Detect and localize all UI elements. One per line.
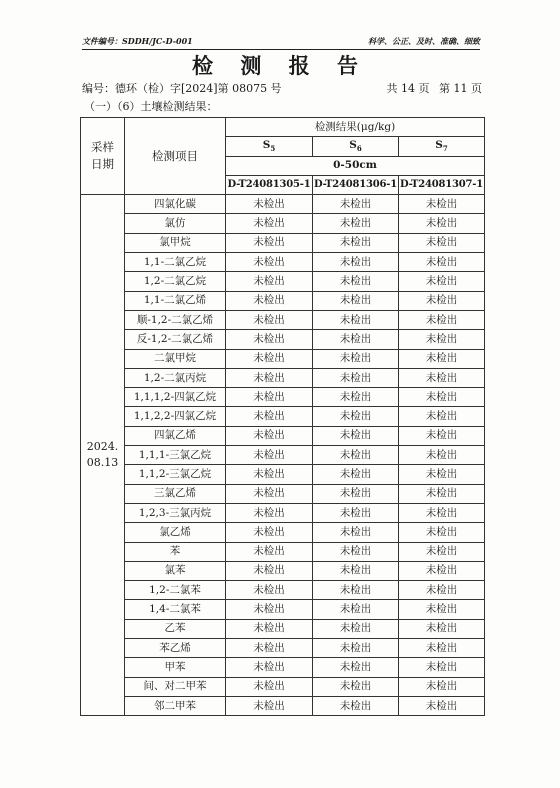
result-value: 未检出 (313, 677, 399, 696)
test-item: 1,1,1,2-四氯乙烷 (125, 388, 226, 407)
report-meta (82, 80, 482, 96)
table-row (81, 677, 485, 696)
result-value: 未检出 (226, 330, 313, 349)
test-item: 甲苯 (125, 658, 226, 677)
result-value: 未检出 (313, 658, 399, 677)
table-row (81, 272, 485, 291)
table-row (81, 484, 485, 503)
test-item: 1,1-二氯乙烯 (125, 291, 226, 310)
page-current: 第 11 页 (439, 82, 482, 95)
test-item: 1,1,2,2-四氯乙烷 (125, 407, 226, 426)
test-item: 1,4-二氯苯 (125, 600, 226, 619)
result-value: 未检出 (399, 272, 485, 291)
site-header-2: $S_6$ (313, 137, 399, 156)
result-value: 未检出 (399, 561, 485, 580)
table-row (81, 446, 485, 465)
test-item: 1,1,2-三氯乙烷 (125, 465, 226, 484)
test-item: 四氯化碳 (125, 195, 226, 214)
test-item: 氯仿 (125, 214, 226, 233)
result-value: 未检出 (399, 639, 485, 658)
table-row (81, 291, 485, 310)
result-value: 未检出 (313, 465, 399, 484)
result-value: 未检出 (313, 600, 399, 619)
table-row (81, 542, 485, 561)
test-item: 1,2,3-三氯丙烷 (125, 503, 226, 522)
depth-cell: 0-50cm (226, 156, 485, 175)
result-value: 未检出 (313, 253, 399, 272)
result-value: 未检出 (226, 619, 313, 638)
result-value: 未检出 (313, 542, 399, 561)
result-value: 未检出 (313, 503, 399, 522)
result-value: 未检出 (399, 388, 485, 407)
result-value: 未检出 (399, 291, 485, 310)
result-value: 未检出 (399, 542, 485, 561)
result-value: 未检出 (226, 426, 313, 445)
result-value: 未检出 (313, 310, 399, 329)
result-value: 未检出 (399, 677, 485, 696)
result-value: 未检出 (226, 484, 313, 503)
table-row (81, 407, 485, 426)
result-value: 未检出 (399, 253, 485, 272)
test-item: 三氯乙烯 (125, 484, 226, 503)
result-value: 未检出 (399, 523, 485, 542)
test-item: 1,1-二氯乙烷 (125, 253, 226, 272)
result-value: 未检出 (399, 310, 485, 329)
test-item: 氯甲烷 (125, 233, 226, 252)
result-value: 未检出 (399, 349, 485, 368)
result-value: 未检出 (399, 426, 485, 445)
test-item: 1,2-二氯苯 (125, 581, 226, 600)
result-value: 未检出 (313, 426, 399, 445)
site-header-3: $S_7$ (399, 137, 485, 156)
site-header-1: $S_5$ (226, 137, 313, 156)
result-value: 未检出 (226, 542, 313, 561)
result-value: 未检出 (399, 368, 485, 387)
result-value: 未检出 (313, 291, 399, 310)
result-value: 未检出 (399, 696, 485, 715)
result-value: 未检出 (226, 503, 313, 522)
result-value: 未检出 (226, 214, 313, 233)
result-value: 未检出 (226, 349, 313, 368)
test-item: 1,2-二氯丙烷 (125, 368, 226, 387)
table-row (81, 619, 485, 638)
header-test-item: 检测项目 (125, 118, 226, 195)
result-value: 未检出 (399, 407, 485, 426)
report-number: 编号：德环（检）字[2024]第 08075 号 (82, 82, 282, 95)
motto: 科学、公正、及时、准确、细致 (368, 36, 480, 46)
result-value: 未检出 (313, 696, 399, 715)
result-value: 未检出 (226, 310, 313, 329)
test-item: 乙苯 (125, 619, 226, 638)
result-value: 未检出 (399, 600, 485, 619)
results-body (81, 195, 485, 716)
result-value: 未检出 (313, 233, 399, 252)
result-value: 未检出 (399, 446, 485, 465)
test-item: 二氯甲烷 (125, 349, 226, 368)
table-row (81, 581, 485, 600)
result-value: 未检出 (226, 388, 313, 407)
result-value: 未检出 (226, 407, 313, 426)
table-row (81, 253, 485, 272)
result-value: 未检出 (313, 349, 399, 368)
sample-id-1: D-T24081305-1 (226, 175, 313, 194)
header-results-unit: 检测结果(μg/kg) (226, 118, 485, 137)
header-sampling-date-text: 采样 日期 (91, 139, 114, 172)
result-value: 未检出 (226, 600, 313, 619)
result-value: 未检出 (226, 446, 313, 465)
result-value: 未检出 (313, 330, 399, 349)
result-value: 未检出 (313, 388, 399, 407)
table-row (81, 349, 485, 368)
table-row (81, 426, 485, 445)
result-value: 未检出 (399, 581, 485, 600)
test-item: 苯 (125, 542, 226, 561)
sample-id-3: D-T24081307-1 (399, 175, 485, 194)
report-title: 检 测 报 告 (192, 53, 368, 78)
results-table (80, 117, 485, 716)
table-row (81, 639, 485, 658)
table-row (81, 195, 485, 214)
test-item: 1,1,1-三氯乙烷 (125, 446, 226, 465)
result-value: 未检出 (399, 233, 485, 252)
result-value: 未检出 (226, 658, 313, 677)
result-value: 未检出 (313, 639, 399, 658)
page-total: 共 14 页 (386, 82, 430, 95)
result-value: 未检出 (399, 465, 485, 484)
result-value: 未检出 (226, 581, 313, 600)
table-row (81, 310, 485, 329)
table-row (81, 330, 485, 349)
result-value: 未检出 (399, 619, 485, 638)
result-value: 未检出 (313, 446, 399, 465)
result-value: 未检出 (226, 253, 313, 272)
result-value: 未检出 (226, 677, 313, 696)
table-row (81, 368, 485, 387)
header-sampling-date (81, 118, 125, 195)
test-item: 1,2-二氯乙烷 (125, 272, 226, 291)
result-value: 未检出 (399, 658, 485, 677)
result-value: 未检出 (313, 368, 399, 387)
result-value: 未检出 (226, 639, 313, 658)
result-value: 未检出 (313, 523, 399, 542)
section-title: （一）（6）土壤检测结果： (84, 100, 218, 113)
doc-code: 文件编号：SDDH/JC-D-001 (82, 36, 193, 46)
page-header (82, 36, 480, 50)
test-item: 间、对二甲苯 (125, 677, 226, 696)
test-item: 四氯乙烯 (125, 426, 226, 445)
result-value: 未检出 (313, 619, 399, 638)
result-value: 未检出 (313, 272, 399, 291)
test-item: 邻二甲苯 (125, 696, 226, 715)
table-row (81, 503, 485, 522)
page-counter (381, 80, 483, 96)
table-row (81, 696, 485, 715)
table-row (81, 465, 485, 484)
table-row (81, 388, 485, 407)
result-value: 未检出 (226, 272, 313, 291)
result-value: 未检出 (226, 233, 313, 252)
result-value: 未检出 (313, 484, 399, 503)
table-row (81, 214, 485, 233)
result-value: 未检出 (226, 561, 313, 580)
result-value: 未检出 (226, 696, 313, 715)
result-value: 未检出 (313, 407, 399, 426)
result-value: 未检出 (399, 330, 485, 349)
result-value: 未检出 (226, 465, 313, 484)
table-row (81, 600, 485, 619)
sample-id-2: D-T24081306-1 (313, 175, 399, 194)
test-item: 反-1,2-二氯乙烯 (125, 330, 226, 349)
result-value: 未检出 (313, 581, 399, 600)
result-value: 未检出 (226, 368, 313, 387)
result-value: 未检出 (313, 214, 399, 233)
table-row (81, 561, 485, 580)
sampling-date: 2024. 08.13 (81, 195, 125, 716)
result-value: 未检出 (399, 503, 485, 522)
test-item: 氯苯 (125, 561, 226, 580)
result-value: 未检出 (399, 484, 485, 503)
test-item: 顺-1,2-二氯乙烯 (125, 310, 226, 329)
test-item: 氯乙烯 (125, 523, 226, 542)
result-value: 未检出 (399, 195, 485, 214)
result-value: 未检出 (226, 523, 313, 542)
result-value: 未检出 (226, 291, 313, 310)
table-row (81, 233, 485, 252)
table-row (81, 523, 485, 542)
table-row (81, 658, 485, 677)
result-value: 未检出 (399, 214, 485, 233)
test-item: 苯乙烯 (125, 639, 226, 658)
result-value: 未检出 (313, 561, 399, 580)
result-value: 未检出 (313, 195, 399, 214)
result-value: 未检出 (226, 195, 313, 214)
